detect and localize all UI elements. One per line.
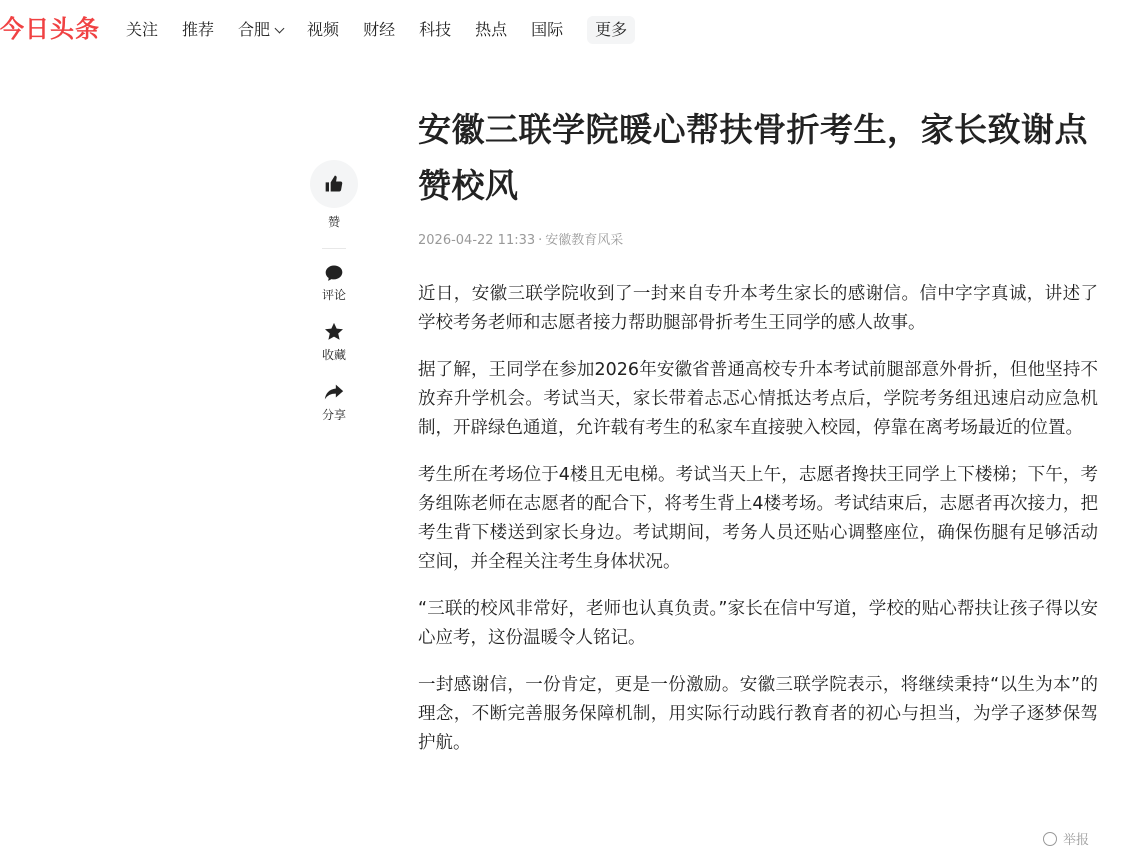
- comment-button[interactable]: [322, 263, 346, 303]
- article-source[interactable]: 安徽教育风采: [545, 233, 624, 248]
- article-title: 安徽三联学院暖心帮扶骨折考生，家长致谢点赞校风: [418, 110, 1088, 205]
- thumbs-up-icon: [324, 174, 344, 194]
- nav-item-recommend[interactable]: 推荐: [182, 20, 215, 39]
- publish-time: 2026-04-22 11:33: [418, 233, 536, 248]
- action-divider: [322, 248, 346, 249]
- article: [418, 102, 1098, 776]
- comment-bubble-icon: [324, 263, 344, 283]
- article-action-bar: [309, 160, 359, 441]
- report-label: 举报: [1063, 833, 1090, 848]
- nav-more-button[interactable]: 更多: [587, 16, 635, 44]
- favorite-button[interactable]: [322, 321, 346, 363]
- article-paragraph: 近日，安徽三联学院收到了一封来自专升本考生家长的感谢信。信中字字真诚，讲述了学校考务老师和志愿者接力帮助腿部骨折考生王同学的感人故事。: [418, 284, 1098, 333]
- nav-item-tech[interactable]: 科技: [419, 20, 452, 39]
- share-button[interactable]: [322, 381, 346, 423]
- chevron-down-icon: [275, 23, 285, 33]
- nav-item-international[interactable]: 国际: [531, 20, 564, 39]
- nav-item-city[interactable]: [238, 16, 283, 44]
- article-paragraph: 考生所在考场位于4楼且无电梯。考试当天上午，志愿者搀扶王同学上下楼梯；下午，考务组陈老师在志愿者的配合下，将考生背上4楼考场。考试结束后，志愿者再次接力，把考生背下楼送到家长身边。考试期间，考务人员还贴心调整座位，确保伤腿有足够活动空间，并全程关注考生身体状况。: [418, 465, 1098, 572]
- comment-label: 评论: [321, 288, 346, 302]
- top-nav: [0, 0, 1126, 60]
- article-paragraph: 一封感谢信，一份肯定，更是一份激励。安徽三联学院表示，将继续秉持“以生为本”的理念，不断完善服务保障机制，用实际行动践行教育者的初心与担当，为学子逐梦保驾护航。: [418, 675, 1098, 753]
- like-button[interactable]: [310, 160, 358, 208]
- share-label: 分享: [321, 408, 346, 422]
- channel-nav: [126, 16, 659, 44]
- nav-item-follow[interactable]: 关注: [126, 20, 159, 39]
- share-arrow-icon: [323, 381, 345, 403]
- nav-item-city-label: 合肥: [238, 20, 271, 39]
- nav-item-hot[interactable]: 热点: [475, 20, 508, 39]
- article-paragraph: “三联的校风非常好，老师也认真负责。”家长在信中写道，学校的贴心帮扶让孩子得以安心应考，这份温暖令人铭记。: [418, 599, 1098, 648]
- article-body: [418, 280, 1098, 758]
- meta-separator: ·: [538, 233, 543, 248]
- star-icon: [323, 321, 345, 343]
- nav-item-video[interactable]: 视频: [307, 20, 340, 39]
- like-label: 赞: [327, 215, 340, 229]
- article-meta: [418, 231, 1098, 251]
- favorite-label: 收藏: [321, 348, 346, 362]
- nav-item-finance[interactable]: 财经: [363, 20, 396, 39]
- article-paragraph: 据了解，王同学在参加2026年安徽省普通高校专升本考试前腿部意外骨折，但他坚持不放弃升学机会。考试当天，家长带着忐忑心情抵达考点后，学院考务组迅速启动应急机制，开辟绿色通道，允许载有考生的私家车直接驶入校园，停靠在离考场最近的位置。: [418, 360, 1098, 438]
- site-logo[interactable]: 今日头条: [0, 15, 100, 43]
